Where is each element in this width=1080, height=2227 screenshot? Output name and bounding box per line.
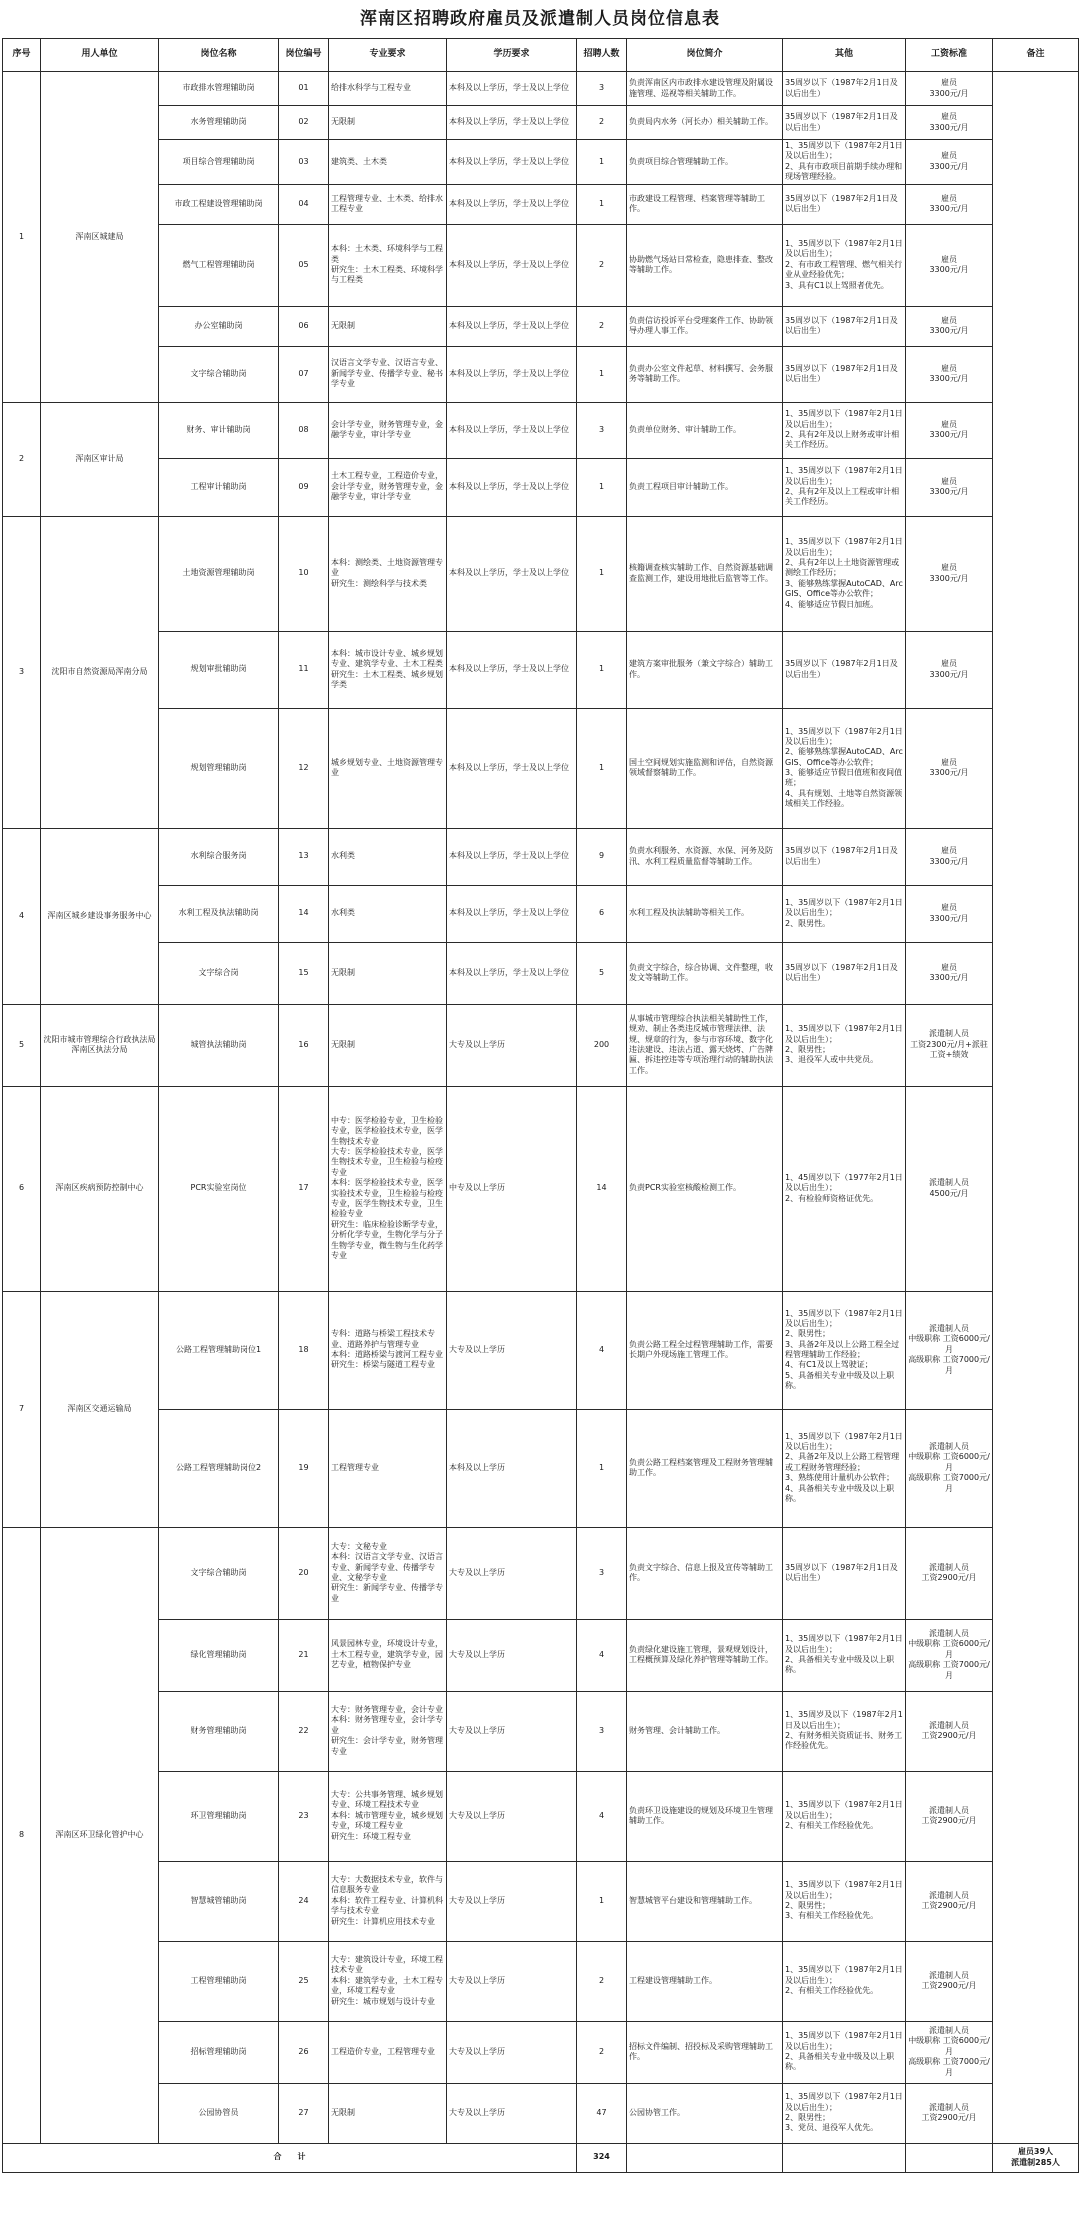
recruit-count: 1 <box>577 1861 627 1941</box>
salary-standard: 派遣制人员 工资2900元/月 <box>906 1941 993 2021</box>
recruit-count: 2 <box>577 1941 627 2021</box>
education-requirement: 大专及以上学历 <box>447 2083 577 2143</box>
major-requirement: 无限制 <box>329 1004 447 1086</box>
salary-standard: 派遣制人员 中级职称 工资6000元/月 高级职称 工资7000元/月 <box>906 1291 993 1409</box>
major-requirement: 大专：文秘专业 本科：汉语言文学专业、汉语言专业、新闻学专业、传播学专业、文秘学专业 研究生：新闻学专业、传播学专业 <box>329 1527 447 1619</box>
post-code: 02 <box>279 106 329 140</box>
post-code: 18 <box>279 1291 329 1409</box>
unit-seq: 4 <box>3 828 41 1004</box>
post-code: 09 <box>279 458 329 516</box>
major-requirement: 大专：公共事务管理、城乡规划专业、环境工程技术专业 本科：城市管理专业，城乡规划专业，环境工程专业 研究生：环境工程专业 <box>329 1771 447 1861</box>
post-description: 负责环卫设施建设的规划及环境卫生管理辅助工作。 <box>627 1771 783 1861</box>
total-row <box>3 2143 1079 2172</box>
education-requirement: 本科及以上学历，学士及以上学位 <box>447 942 577 1004</box>
salary-standard: 雇员 3300元/月 <box>906 72 993 106</box>
post-name: 文字综合辅助岗 <box>159 1527 279 1619</box>
recruit-count: 2 <box>577 106 627 140</box>
major-requirement: 专科：道路与桥梁工程技术专业、道路养护与管理专业 本科：道路桥梁与渡河工程专业 研究生：桥梁与隧道工程专业 <box>329 1291 447 1409</box>
post-name: 招标管理辅助岗 <box>159 2021 279 2083</box>
unit-name: 浑南区城乡建设事务服务中心 <box>41 828 159 1004</box>
post-description: 公园协管工作。 <box>627 2083 783 2143</box>
recruit-count: 6 <box>577 885 627 942</box>
recruit-count: 1 <box>577 184 627 224</box>
post-name: 规划审批辅助岗 <box>159 631 279 708</box>
table-row <box>3 458 1079 516</box>
unit-name: 浑南区城建局 <box>41 72 159 403</box>
post-code: 21 <box>279 1619 329 1691</box>
header-edu: 学历要求 <box>447 39 577 72</box>
post-description: 工程建设管理辅助工作。 <box>627 1941 783 2021</box>
post-code: 20 <box>279 1527 329 1619</box>
post-name: 环卫管理辅助岗 <box>159 1771 279 1861</box>
other-requirement: 35周岁以下（1987年2月1日及以后出生） <box>783 1527 906 1619</box>
recruit-count: 1 <box>577 708 627 828</box>
unit-name: 浑南区疾病预防控制中心 <box>41 1086 159 1291</box>
table-row <box>3 1619 1079 1691</box>
post-description: 市政建设工程管理、档案管理等辅助工作。 <box>627 184 783 224</box>
table-row <box>3 224 1079 306</box>
post-name: 市政工程建设管理辅助岗 <box>159 184 279 224</box>
post-name: 文字综合辅助岗 <box>159 346 279 402</box>
unit-seq: 8 <box>3 1527 41 2143</box>
post-code: 08 <box>279 402 329 458</box>
major-requirement: 本科：测绘类、土地资源管理专业 研究生：测绘科学与技术类 <box>329 516 447 631</box>
major-requirement: 水利类 <box>329 885 447 942</box>
post-code: 05 <box>279 224 329 306</box>
post-description: 负责信访投诉平台受理案件工作、协助领导办理人事工作。 <box>627 306 783 346</box>
other-requirement: 1、35周岁以下（1987年2月1日及以后出生）； 2、限男性； 3、退役军人或中共党员。 <box>783 1004 906 1086</box>
recruit-count: 5 <box>577 942 627 1004</box>
other-requirement: 1、35周岁以下（1987年2月1日及以后出生）； 2、具备相关专业中级及以上职称。 <box>783 2021 906 2083</box>
post-description: 负责水利服务、水资源、水保、河务及防汛、水利工程质量监督等辅助工作。 <box>627 828 783 885</box>
other-requirement: 1、35周岁以下（1987年2月1日及以后出生）； 2、限男性； 3、具备2年及以上公路工程全过程管理辅助工作经验； 4、有C1及以上驾驶证； 5、具备相关专业中级及以上职称。 <box>783 1291 906 1409</box>
post-description: 负责文字综合、信息上报及宣传等辅助工作。 <box>627 1527 783 1619</box>
education-requirement: 本科及以上学历，学士及以上学位 <box>447 402 577 458</box>
table-row <box>3 1771 1079 1861</box>
unit-seq: 2 <box>3 402 41 516</box>
post-code: 22 <box>279 1691 329 1771</box>
post-code: 26 <box>279 2021 329 2083</box>
salary-standard: 派遣制人员 中级职称 工资6000元/月 高级职称 工资7000元/月 <box>906 2021 993 2083</box>
post-description: 协助燃气场站日常检查，隐患排查、整改等辅助工作。 <box>627 224 783 306</box>
unit-name: 沈阳市自然资源局浑南分局 <box>41 516 159 828</box>
header-post: 岗位名称 <box>159 39 279 72</box>
major-requirement: 土木工程专业，工程造价专业，会计学专业，财务管理专业，金融学专业，审计学专业 <box>329 458 447 516</box>
header-unit: 用人单位 <box>41 39 159 72</box>
unit-seq: 1 <box>3 72 41 403</box>
recruit-count: 200 <box>577 1004 627 1086</box>
post-code: 07 <box>279 346 329 402</box>
education-requirement: 本科及以上学历，学士及以上学位 <box>447 516 577 631</box>
post-code: 15 <box>279 942 329 1004</box>
post-description: 负责公路工程档案管理及工程财务管理辅助工作。 <box>627 1409 783 1527</box>
other-requirement: 35周岁以下（1987年2月1日及以后出生） <box>783 184 906 224</box>
salary-standard: 派遣制人员 中级职称 工资6000元/月 高级职称 工资7000元/月 <box>906 1409 993 1527</box>
post-name: 城管执法辅助岗 <box>159 1004 279 1086</box>
post-name: 智慧城管辅助岗 <box>159 1861 279 1941</box>
total-empty-other <box>783 2143 906 2172</box>
education-requirement: 本科及以上学历，学士及以上学位 <box>447 828 577 885</box>
header-desc: 岗位简介 <box>627 39 783 72</box>
major-requirement: 无限制 <box>329 106 447 140</box>
major-requirement: 水利类 <box>329 828 447 885</box>
table-row <box>3 306 1079 346</box>
unit-name: 浑南区审计局 <box>41 402 159 516</box>
positions-table <box>2 38 1079 2173</box>
other-requirement: 1、35周岁以下（1987年2月1日及以后出生）； 2、有相关工作经验优先。 <box>783 1771 906 1861</box>
total-empty-salary <box>906 2143 993 2172</box>
major-requirement: 中专：医学检验专业，卫生检验专业，医学检验技术专业，医学生物技术专业 大专：医学检验技术专业，医学生物技术专业，卫生检验与检疫专业 本科：医学检验技术专业，医学实验技术专业，卫生检验与检疫专业，医学生物技术专业，卫生检验专业 研究生：临床检验诊断学专业，分析化学专业，生物化学与分子生物学专业，微生物与生化药学专业 <box>329 1086 447 1291</box>
table-row <box>3 1409 1079 1527</box>
recruit-count: 1 <box>577 140 627 185</box>
recruit-count: 3 <box>577 72 627 106</box>
education-requirement: 中专及以上学历 <box>447 1086 577 1291</box>
salary-standard: 雇员 3300元/月 <box>906 224 993 306</box>
recruit-count: 3 <box>577 1527 627 1619</box>
total-empty-desc <box>627 2143 783 2172</box>
post-name: 燃气工程管理辅助岗 <box>159 224 279 306</box>
post-description: 水利工程及执法辅助等相关工作。 <box>627 885 783 942</box>
post-description: 建筑方案审批服务（兼文字综合）辅助工作。 <box>627 631 783 708</box>
post-description: 负责公路工程全过程管理辅助工作，需要长期户外现场施工管理工作。 <box>627 1291 783 1409</box>
education-requirement: 本科及以上学历，学士及以上学位 <box>447 224 577 306</box>
other-requirement: 1、35周岁以下（1987年2月1日及以后出生）； 2、具有市政项目前期手续办理和现场管理经验。 <box>783 140 906 185</box>
education-requirement: 本科及以上学历 <box>447 1409 577 1527</box>
salary-standard: 雇员 3300元/月 <box>906 346 993 402</box>
other-requirement: 1、35周岁以下（1987年2月1日及以后出生）； 2、限男性； 3、党员、退役军人优先。 <box>783 2083 906 2143</box>
post-name: 水利工程及执法辅助岗 <box>159 885 279 942</box>
salary-standard: 雇员 3300元/月 <box>906 631 993 708</box>
header-row <box>3 39 1079 72</box>
education-requirement: 本科及以上学历，学士及以上学位 <box>447 184 577 224</box>
salary-standard: 派遣制人员 工资2900元/月 <box>906 1771 993 1861</box>
salary-standard: 派遣制人员 工资2300元/月+派驻工资+绩效 <box>906 1004 993 1086</box>
education-requirement: 本科及以上学历，学士及以上学位 <box>447 140 577 185</box>
other-requirement: 35周岁以下（1987年2月1日及以后出生） <box>783 346 906 402</box>
post-description: 负责局内水务（河长办）相关辅助工作。 <box>627 106 783 140</box>
salary-standard: 派遣制人员 中级职称 工资6000元/月 高级职称 工资7000元/月 <box>906 1619 993 1691</box>
other-requirement: 1、45周岁以下（1977年2月1日及以后出生）； 2、有检验师资格证优先。 <box>783 1086 906 1291</box>
table-row <box>3 2083 1079 2143</box>
major-requirement: 无限制 <box>329 306 447 346</box>
recruit-count: 2 <box>577 2021 627 2083</box>
major-requirement: 工程造价专业，工程管理专业 <box>329 2021 447 2083</box>
table-row <box>3 140 1079 185</box>
salary-standard: 派遣制人员 工资2900元/月 <box>906 1691 993 1771</box>
table-row <box>3 1291 1079 1409</box>
post-code: 16 <box>279 1004 329 1086</box>
post-description: 负责文字综合，综合协调、文件整理，收发文等辅助工作。 <box>627 942 783 1004</box>
header-seq: 序号 <box>3 39 41 72</box>
other-requirement: 1、35周岁以下（1987年2月1日及以后出生）； 2、有市政工程管理、燃气相关行业从业经验优先； 3、具有C1以上驾照者优先。 <box>783 224 906 306</box>
major-requirement: 大专：财务管理专业，会计专业 本科：财务管理专业，会计学专业 研究生：会计学专业，财务管理专业 <box>329 1691 447 1771</box>
post-description: 财务管理、会计辅助工作。 <box>627 1691 783 1771</box>
table-row <box>3 1527 1079 1619</box>
post-description: 负责单位财务、审计辅助工作。 <box>627 402 783 458</box>
post-name: 公路工程管理辅助岗位2 <box>159 1409 279 1527</box>
salary-standard: 派遣制人员 工资2900元/月 <box>906 2083 993 2143</box>
post-code: 10 <box>279 516 329 631</box>
education-requirement: 本科及以上学历，学士及以上学位 <box>447 458 577 516</box>
education-requirement: 大专及以上学历 <box>447 2021 577 2083</box>
salary-standard: 雇员 3300元/月 <box>906 708 993 828</box>
major-requirement: 城乡规划专业、土地资源管理专业 <box>329 708 447 828</box>
table-row <box>3 828 1079 885</box>
education-requirement: 本科及以上学历，学士及以上学位 <box>447 346 577 402</box>
other-requirement: 1、35周岁以下（1987年2月1日及以后出生）； 2、具有2年及以上工程或审计相关工作经历。 <box>783 458 906 516</box>
post-code: 25 <box>279 1941 329 2021</box>
major-requirement: 工程管理专业、土木类、给排水工程专业 <box>329 184 447 224</box>
other-requirement: 35周岁以下（1987年2月1日及以后出生） <box>783 72 906 106</box>
table-row <box>3 106 1079 140</box>
table-row <box>3 1861 1079 1941</box>
table-row <box>3 184 1079 224</box>
post-code: 03 <box>279 140 329 185</box>
post-code: 14 <box>279 885 329 942</box>
post-name: 公路工程管理辅助岗位1 <box>159 1291 279 1409</box>
other-requirement: 1、35周岁以下（1987年2月1日及以后出生）； 2、具有2年以上土地资源管理或测绘工作经历； 3、能够熟练掌握AutoCAD、ArcGIS、Office等办公软件； 4、能够适应节假日加班。 <box>783 516 906 631</box>
major-requirement: 大专：建筑设计专业，环境工程技术专业 本科：建筑学专业，土木工程专业，环境工程专业 研究生：城市规划与设计专业 <box>329 1941 447 2021</box>
salary-standard: 雇员 3300元/月 <box>906 885 993 942</box>
post-name: 办公室辅助岗 <box>159 306 279 346</box>
page-title: 浑南区招聘政府雇员及派遣制人员岗位信息表 <box>360 9 720 29</box>
table-row <box>3 942 1079 1004</box>
post-name: 水利综合服务岗 <box>159 828 279 885</box>
recruit-count: 1 <box>577 458 627 516</box>
recruit-count: 1 <box>577 1409 627 1527</box>
table-row <box>3 1086 1079 1291</box>
salary-standard: 雇员 3300元/月 <box>906 306 993 346</box>
major-requirement: 本科：土木类、环境科学与工程类 研究生：土木工程类、环境科学与工程类 <box>329 224 447 306</box>
header-salary: 工资标准 <box>906 39 993 72</box>
post-description: 招标文件编制、招投标及采购管理辅助工作。 <box>627 2021 783 2083</box>
other-requirement: 1、35周岁及以下（1987年2月1日及以后出生）； 2、有财务相关资质证书、财务工作经验优先。 <box>783 1691 906 1771</box>
table-row <box>3 1691 1079 1771</box>
post-description: 负责项目综合管理辅助工作。 <box>627 140 783 185</box>
education-requirement: 大专及以上学历 <box>447 1291 577 1409</box>
unit-name: 浑南区交通运输局 <box>41 1291 159 1527</box>
recruit-count: 2 <box>577 224 627 306</box>
post-description: 智慧城管平台建设和管理辅助工作。 <box>627 1861 783 1941</box>
education-requirement: 本科及以上学历，学士及以上学位 <box>447 72 577 106</box>
education-requirement: 本科及以上学历，学士及以上学位 <box>447 885 577 942</box>
unit-seq: 7 <box>3 1291 41 1527</box>
table-row <box>3 346 1079 402</box>
table-row <box>3 72 1079 106</box>
table-body <box>3 72 1079 2144</box>
education-requirement: 本科及以上学历，学士及以上学位 <box>447 106 577 140</box>
post-name: 工程审计辅助岗 <box>159 458 279 516</box>
post-name: 公园协管员 <box>159 2083 279 2143</box>
education-requirement: 大专及以上学历 <box>447 1527 577 1619</box>
table-row <box>3 2021 1079 2083</box>
table-row <box>3 631 1079 708</box>
post-code: 01 <box>279 72 329 106</box>
other-requirement: 1、35周岁以下（1987年2月1日及以后出生）； 2、具备相关专业中级及以上职称。 <box>783 1619 906 1691</box>
table-row <box>3 516 1079 631</box>
unit-seq: 5 <box>3 1004 41 1086</box>
post-name: 规划管理辅助岗 <box>159 708 279 828</box>
education-requirement: 大专及以上学历 <box>447 1861 577 1941</box>
other-requirement: 35周岁以下（1987年2月1日及以后出生） <box>783 106 906 140</box>
header-note: 备注 <box>993 39 1079 72</box>
post-code: 06 <box>279 306 329 346</box>
other-requirement: 1、35周岁以下（1987年2月1日及以后出生）； 2、能够熟练掌握AutoCAD、ArcGIS、Office等办公软件； 3、能够适应节假日值班和夜间值班； 4、具有规划、土地等自然资源领域相关工作经验。 <box>783 708 906 828</box>
remarks-cell <box>993 72 1079 2144</box>
major-requirement: 无限制 <box>329 942 447 1004</box>
recruit-count: 1 <box>577 631 627 708</box>
unit-seq: 3 <box>3 516 41 828</box>
post-description: 负责浑南区内市政排水建设管理及附属设施管理、巡视等相关辅助工作。 <box>627 72 783 106</box>
post-description: 负责绿化建设施工管理，景观规划设计，工程概预算及绿化养护管理等辅助工作。 <box>627 1619 783 1691</box>
table-row <box>3 885 1079 942</box>
recruit-count: 47 <box>577 2083 627 2143</box>
total-label: 合 计 <box>3 2143 577 2172</box>
post-code: 27 <box>279 2083 329 2143</box>
post-name: 财务管理辅助岗 <box>159 1691 279 1771</box>
salary-standard: 派遣制人员 4500元/月 <box>906 1086 993 1291</box>
salary-standard: 雇员 3300元/月 <box>906 942 993 1004</box>
post-name: 市政排水管理辅助岗 <box>159 72 279 106</box>
other-requirement: 1、35周岁以下（1987年2月1日及以后出生）； 2、有相关工作经验优先。 <box>783 1941 906 2021</box>
other-requirement: 1、35周岁以下（1987年2月1日及以后出生）； 2、限男性。 <box>783 885 906 942</box>
post-code: 13 <box>279 828 329 885</box>
major-requirement: 无限制 <box>329 2083 447 2143</box>
post-name: PCR实验室岗位 <box>159 1086 279 1291</box>
other-requirement: 35周岁以下（1987年2月1日及以后出生） <box>783 942 906 1004</box>
education-requirement: 大专及以上学历 <box>447 1619 577 1691</box>
post-name: 项目综合管理辅助岗 <box>159 140 279 185</box>
education-requirement: 本科及以上学历，学士及以上学位 <box>447 708 577 828</box>
education-requirement: 大专及以上学历 <box>447 1004 577 1086</box>
major-requirement: 工程管理专业 <box>329 1409 447 1527</box>
other-requirement: 35周岁以下（1987年2月1日及以后出生） <box>783 306 906 346</box>
recruit-count: 9 <box>577 828 627 885</box>
education-requirement: 大专及以上学历 <box>447 1691 577 1771</box>
education-requirement: 大专及以上学历 <box>447 1771 577 1861</box>
salary-standard: 雇员 3300元/月 <box>906 140 993 185</box>
recruit-count: 14 <box>577 1086 627 1291</box>
salary-standard: 雇员 3300元/月 <box>906 828 993 885</box>
post-description: 核籍调查核实辅助工作、自然资源基础调查监测工作，建设用地批后监管等工作。 <box>627 516 783 631</box>
header-num: 招聘人数 <box>577 39 627 72</box>
post-description: 从事城市管理综合执法相关辅助性工作，规劝、制止各类违反城市管理法律、法规、规章的行为，参与市容环境、数字化违法建设、违法占道、露天烧烤、广告牌匾、拆违控违等专项治理行动的辅助执法工作。 <box>627 1004 783 1086</box>
education-requirement: 本科及以上学历，学士及以上学位 <box>447 306 577 346</box>
table-row <box>3 1941 1079 2021</box>
recruit-count: 3 <box>577 1691 627 1771</box>
post-code: 04 <box>279 184 329 224</box>
post-description: 国土空间规划实施监测和评估，自然资源领域督察辅助工作。 <box>627 708 783 828</box>
post-code: 17 <box>279 1086 329 1291</box>
major-requirement: 风景园林专业，环境设计专业，土木工程专业，建筑学专业，园艺专业，植物保护专业 <box>329 1619 447 1691</box>
post-code: 24 <box>279 1861 329 1941</box>
unit-name: 沈阳市城市管理综合行政执法局浑南区执法分局 <box>41 1004 159 1086</box>
table-row <box>3 1004 1079 1086</box>
post-code: 19 <box>279 1409 329 1527</box>
salary-standard: 派遣制人员 工资2900元/月 <box>906 1527 993 1619</box>
total-note: 雇员39人 派遣制285人 <box>993 2143 1079 2172</box>
unit-name: 浑南区环卫绿化管护中心 <box>41 1527 159 2143</box>
table-row <box>3 402 1079 458</box>
salary-standard: 雇员 3300元/月 <box>906 402 993 458</box>
other-requirement: 35周岁以下（1987年2月1日及以后出生） <box>783 828 906 885</box>
header-code: 岗位编号 <box>279 39 329 72</box>
major-requirement: 会计学专业，财务管理专业，金融学专业，审计学专业 <box>329 402 447 458</box>
major-requirement: 大专：大数据技术专业，软件与信息服务专业 本科：软件工程专业、计算机科学与技术专业 研究生：计算机应用技术专业 <box>329 1861 447 1941</box>
education-requirement: 大专及以上学历 <box>447 1941 577 2021</box>
major-requirement: 给排水科学与工程专业 <box>329 72 447 106</box>
education-requirement: 本科及以上学历，学士及以上学位 <box>447 631 577 708</box>
post-name: 文字综合岗 <box>159 942 279 1004</box>
recruit-count: 2 <box>577 306 627 346</box>
recruit-count: 4 <box>577 1619 627 1691</box>
other-requirement: 1、35周岁以下（1987年2月1日及以后出生）； 2、具备2年及以上公路工程管理或工程财务管理经验； 3、熟练使用计量机办公软件； 4、具备相关专业中级及以上职称。 <box>783 1409 906 1527</box>
salary-standard: 雇员 3300元/月 <box>906 184 993 224</box>
major-requirement: 汉语言文学专业、汉语言专业、新闻学专业、传播学专业、秘书学专业 <box>329 346 447 402</box>
post-name: 土地资源管理辅助岗 <box>159 516 279 631</box>
recruit-count: 1 <box>577 516 627 631</box>
major-requirement: 本科：城市设计专业、城乡规划专业、建筑学专业、土木工程类 研究生：土木工程类、城乡规划学类 <box>329 631 447 708</box>
post-code: 12 <box>279 708 329 828</box>
post-code: 11 <box>279 631 329 708</box>
header-major: 专业要求 <box>329 39 447 72</box>
recruit-count: 4 <box>577 1771 627 1861</box>
post-code: 23 <box>279 1771 329 1861</box>
recruit-count: 1 <box>577 346 627 402</box>
salary-standard: 派遣制人员 工资2900元/月 <box>906 1861 993 1941</box>
other-requirement: 1、35周岁以下（1987年2月1日及以后出生）； 2、具有2年及以上财务或审计相关工作经历。 <box>783 402 906 458</box>
post-description: 负责PCR实验室核酸检测工作。 <box>627 1086 783 1291</box>
salary-standard: 雇员 3300元/月 <box>906 458 993 516</box>
post-name: 绿化管理辅助岗 <box>159 1619 279 1691</box>
other-requirement: 35周岁以下（1987年2月1日及以后出生） <box>783 631 906 708</box>
header-other: 其他 <box>783 39 906 72</box>
major-requirement: 建筑类、土木类 <box>329 140 447 185</box>
post-description: 负责办公室文件起草、材料撰写、会务服务等辅助工作。 <box>627 346 783 402</box>
salary-standard: 雇员 3300元/月 <box>906 516 993 631</box>
post-name: 水务管理辅助岗 <box>159 106 279 140</box>
post-name: 工程管理辅助岗 <box>159 1941 279 2021</box>
post-name: 财务、审计辅助岗 <box>159 402 279 458</box>
unit-seq: 6 <box>3 1086 41 1291</box>
salary-standard: 雇员 3300元/月 <box>906 106 993 140</box>
recruit-count: 3 <box>577 402 627 458</box>
other-requirement: 1、35周岁以下（1987年2月1日及以后出生）； 2、限男性； 3、有相关工作经验优先。 <box>783 1861 906 1941</box>
recruit-count: 4 <box>577 1291 627 1409</box>
table-row <box>3 708 1079 828</box>
post-description: 负责工程项目审计辅助工作。 <box>627 458 783 516</box>
total-num: 324 <box>577 2143 627 2172</box>
